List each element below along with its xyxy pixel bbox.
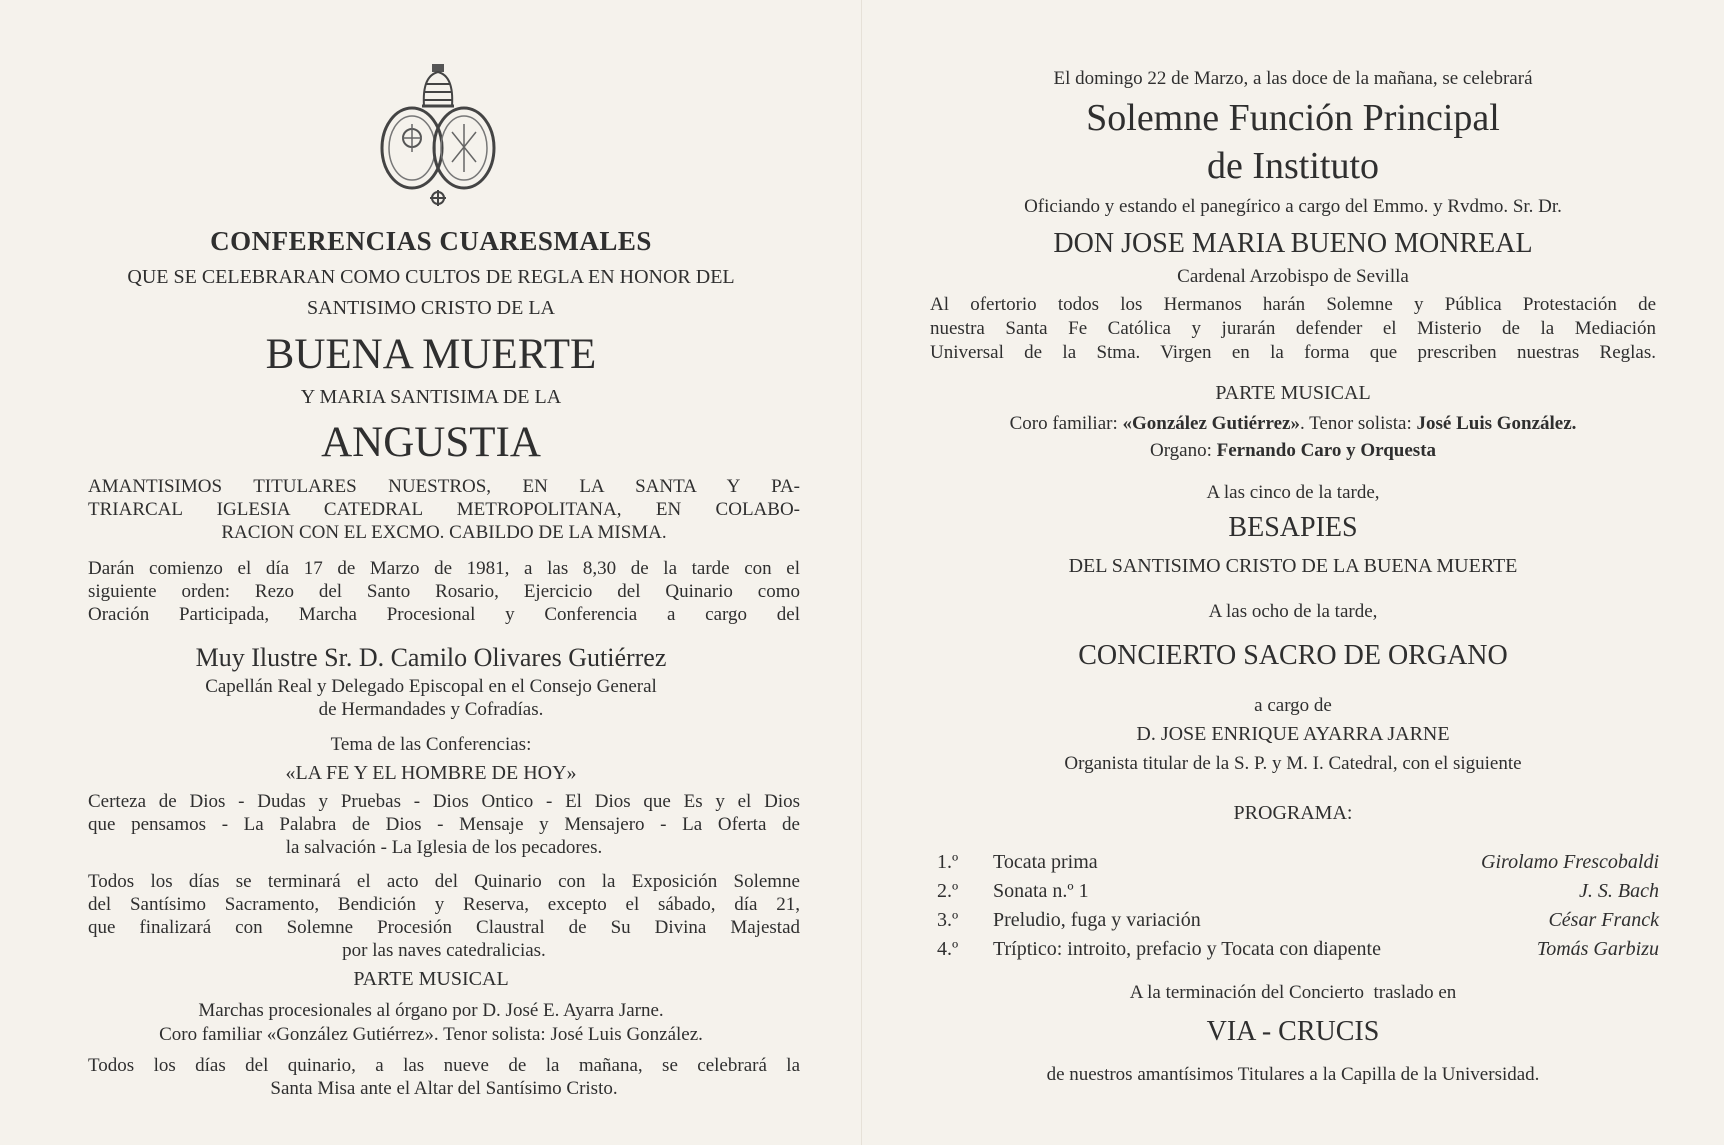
concert-by: a cargo de: [1254, 695, 1332, 716]
program-work: Tríptico: introito, prefacio y Tocata con diapente: [993, 938, 1381, 960]
program-work: Preludio, fuga y variación: [993, 909, 1201, 931]
besapies-subtitle: DEL SANTISIMO CRISTO DE LA BUENA MUERTE: [1068, 555, 1518, 577]
date-line: El domingo 22 de Marzo, a las doce de la mañana, se celebrará: [1053, 68, 1533, 89]
paragraph-line: Todos los días se terminará el acto del Quinario con la Exposición Solemne: [88, 871, 800, 892]
music-line-2: Coro familiar «González Gutiérrez». Tenor solista: José Luis González.: [159, 1024, 703, 1045]
program-work: Sonata n.º 1: [993, 880, 1089, 902]
paragraph-line: nuestra Santa Fe Católica y jurarán defender el Misterio de la Mediación: [930, 318, 1656, 339]
officiant-line: Oficiando y estando el panegírico a cargo del Emmo. y Rvdmo. Sr. Dr.: [1024, 196, 1562, 217]
music-line-1: Marchas procesionales al órgano por D. José E. Ayarra Jarne.: [198, 1000, 664, 1021]
paragraph-line: Oración Participada, Marcha Procesional y Conferencia a cargo del: [88, 604, 800, 625]
program-composer: César Franck: [1548, 909, 1659, 931]
organist-role: Organista titular de la S. P. y M. I. Catedral, con el siguiente: [1064, 753, 1522, 774]
speaker-name: Muy Ilustre Sr. D. Camilo Olivares Gutiérrez: [195, 643, 667, 672]
program-title: PROGRAMA:: [1233, 802, 1353, 824]
paragraph-line: Santa Misa ante el Altar del Santísimo Cristo.: [270, 1078, 618, 1099]
program-number: 1.º: [937, 851, 959, 873]
besapies-time: A las cinco de la tarde,: [1206, 482, 1380, 503]
organist-name: D. JOSE ENRIQUE AYARRA JARNE: [1136, 723, 1450, 745]
paragraph-line: Certeza de Dios - Dudas y Pruebas - Dios Ontico - El Dios que Es y el Dios: [88, 791, 800, 812]
function-title-2: de Instituto: [1206, 145, 1380, 187]
mass-paragraph: [88, 1054, 800, 1100]
transfer-line: A la terminación del Concierto traslado en: [1129, 982, 1457, 1003]
intro-line-2: SANTISIMO CRISTO DE LA: [307, 297, 555, 319]
via-crucis-subtitle: de nuestros amantísimos Titulares a la Capilla de la Universidad.: [1046, 1064, 1540, 1085]
coat-of-arms-icon: [372, 62, 504, 212]
officiant-role: Cardenal Arzobispo de Sevilla: [1177, 266, 1409, 287]
program-composer: Tomás Garbizu: [1536, 938, 1659, 960]
intro-line-1: QUE SE CELEBRARAN COMO CULTOS DE REGLA EN HONOR DEL: [127, 266, 735, 288]
offertory-paragraph: [930, 293, 1656, 365]
concert-time: A las ocho de la tarde,: [1208, 601, 1378, 622]
collaboration-paragraph: [88, 475, 800, 544]
paragraph-line: por las naves catedralicias.: [342, 940, 546, 961]
program-item: [937, 848, 1659, 877]
program-number: 2.º: [937, 880, 959, 902]
choir-line: [862, 413, 1724, 435]
choir-label: Coro familiar:: [1009, 413, 1123, 434]
paragraph-line: TRIARCAL IGLESIA CATEDRAL METROPOLITANA, EN COLABO-: [88, 499, 800, 520]
paragraph-line: del Santísimo Sacramento, Bendición y Reserva, excepto el sábado, día 21,: [88, 894, 800, 915]
theme-label: Tema de las Conferencias:: [330, 734, 532, 755]
conferences-title: CONFERENCIAS CUARESMALES: [210, 226, 652, 256]
program-list: [937, 848, 1659, 964]
paragraph-line: la salvación - La Iglesia de los pecadores.: [285, 837, 603, 858]
paragraph-line: Al ofertorio todos los Hermanos harán Solemne y Pública Protestación de: [930, 294, 1656, 315]
titular-buena-muerte: BUENA MUERTE: [265, 331, 597, 378]
program-work: Tocata prima: [993, 851, 1098, 873]
music-title: PARTE MUSICAL: [1215, 382, 1371, 404]
organ-label: Organo:: [1149, 440, 1217, 461]
function-title-1: Solemne Función Principal: [1086, 97, 1500, 139]
organ-name: Fernando Caro y Orquesta: [1216, 440, 1437, 461]
paragraph-line: RACION CON EL EXCMO. CABILDO DE LA MISMA.: [221, 522, 667, 543]
paragraph-line: siguiente orden: Rezo del Santo Rosario, Ejercicio del Quinario como: [88, 581, 800, 602]
officiant-name: DON JOSE MARIA BUENO MONREAL: [1053, 228, 1533, 259]
program-item: [937, 877, 1659, 906]
titular-angustia: ANGUSTIA: [321, 419, 541, 466]
paragraph-line: que pensamos - La Palabra de Dios - Mensaje y Mensajero - La Oferta de: [88, 814, 800, 835]
program-composer: Girolamo Frescobaldi: [1481, 851, 1659, 873]
theme-title: «LA FE Y EL HOMBRE DE HOY»: [285, 762, 577, 784]
topics-paragraph: [88, 790, 800, 859]
program-item: [937, 906, 1659, 935]
program-number: 4.º: [937, 938, 959, 960]
speaker-role-2: de Hermandades y Cofradías.: [318, 699, 544, 720]
speaker-role-1: Capellán Real y Delegado Episcopal en el Consejo General: [205, 676, 657, 697]
schedule-paragraph: [88, 557, 800, 626]
choir-name: «González Gutiérrez»: [1122, 413, 1300, 434]
paragraph-line: que finalizará con Solemne Procesión Claustral de Su Divina Majestad: [88, 917, 800, 938]
program-composer: J. S. Bach: [1579, 880, 1659, 902]
closing-paragraph: [88, 870, 800, 962]
paragraph-line: Universal de la Stma. Virgen en la forma que prescriben nuestras Reglas.: [930, 342, 1656, 363]
via-crucis-title: VIA - CRUCIS: [1206, 1016, 1380, 1047]
music-title: PARTE MUSICAL: [353, 968, 509, 990]
tenor-name: José Luis González.: [1416, 413, 1577, 434]
paragraph-line: Darán comienzo el día 17 de Marzo de 1981, a las 8,30 de la tarde con el: [88, 558, 800, 579]
organ-line: [862, 440, 1724, 462]
tenor-label: . Tenor solista:: [1299, 413, 1417, 434]
besapies-title: BESAPIES: [1228, 512, 1358, 543]
program-number: 3.º: [937, 909, 959, 931]
right-page: [862, 0, 1724, 1145]
intro-line-3: Y MARIA SANTISIMA DE LA: [300, 386, 562, 408]
program-item: [937, 935, 1659, 964]
paragraph-line: Todos los días del quinario, a las nueve de la mañana, se celebrará la: [88, 1055, 800, 1076]
paragraph-line: AMANTISIMOS TITULARES NUESTROS, EN LA SANTA Y PA-: [88, 476, 800, 497]
concert-title: CONCIERTO SACRO DE ORGANO: [1078, 640, 1508, 671]
